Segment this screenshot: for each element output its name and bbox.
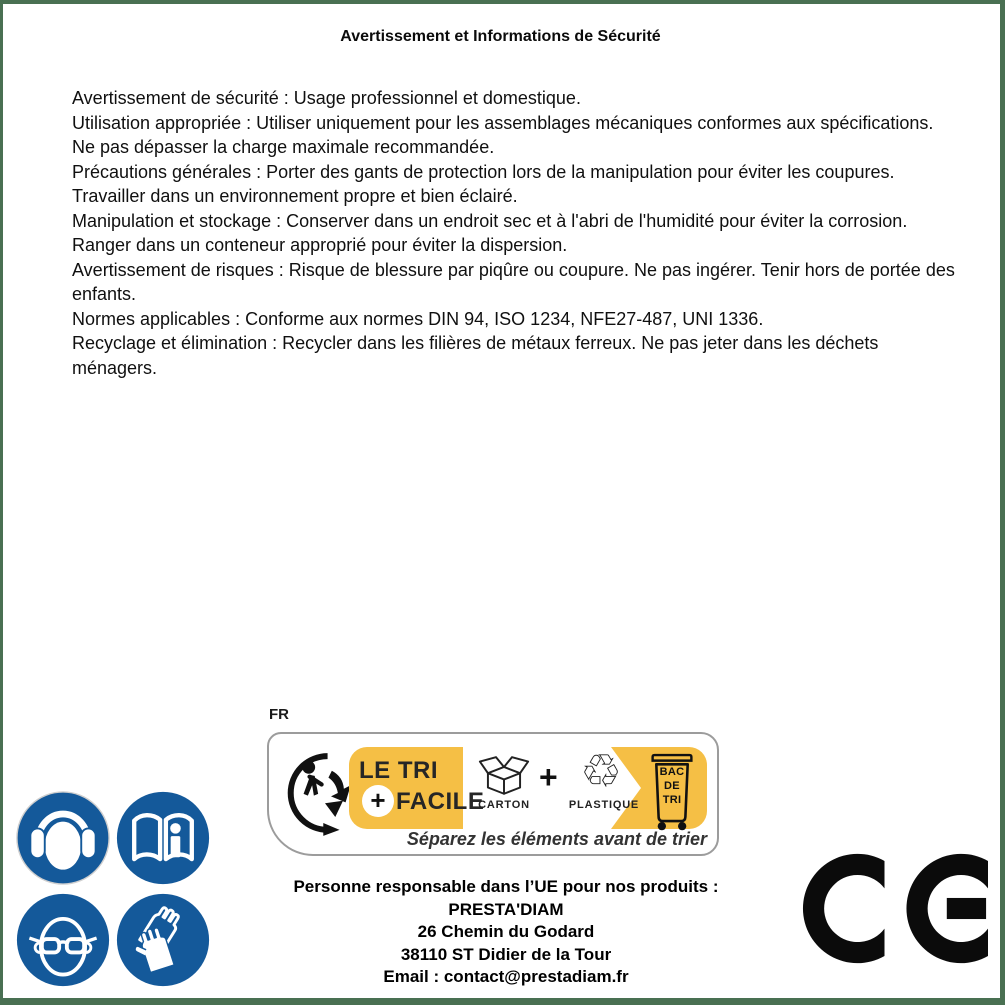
responsible-line: Personne responsable dans l’UE pour nos produits : <box>293 877 719 896</box>
material-label-plastique: PLASTIQUE <box>568 799 640 811</box>
safety-paragraph: Avertissement de risques : Risque de blessure par piqûre ou coupure. Ne pas ingérer. Tenir hors de portée des enfants. <box>72 259 955 304</box>
tri-headline-top: LE TRI <box>359 757 438 784</box>
tri-footer-text: Séparez les éléments avant de trier <box>406 829 707 849</box>
responsible-line: 38110 ST Didier de la Tour <box>400 944 612 964</box>
eye-protection-icon <box>15 892 111 988</box>
bin-label-line: BAC <box>659 766 685 778</box>
safety-paragraph: Manipulation et stockage : Conserver dans un endroit sec et à l'abri de l'humidité pour éviter la corrosion. Ranger dans un conteneur approprié pour éviter la dispersion. <box>72 210 908 255</box>
tri-headline-bottom: FACILE <box>396 788 485 815</box>
responsible-line: PRESTA'DIAM <box>448 899 564 919</box>
responsible-line: Email : contact@prestadiam.fr <box>383 967 629 986</box>
responsible-person-block <box>276 876 736 989</box>
read-manual-icon <box>115 790 211 886</box>
tri-band <box>349 747 707 829</box>
protective-gloves-icon <box>115 892 211 988</box>
bin-label-line: TRI <box>662 794 682 806</box>
materials-plus-sign: + <box>539 759 558 795</box>
safety-paragraph: Normes applicables : Conforme aux normes DIN 94, ISO 1234, NFE27-487, UNI 1336. <box>72 308 764 329</box>
country-code-label: FR <box>269 706 289 723</box>
safety-paragraph: Utilisation appropriée : Utiliser uniquement pour les assemblages mécaniques conformes aux spécifications. Ne pas dépasser la charge maximale recommandée. <box>72 112 934 157</box>
material-label-carton: CARTON <box>478 799 530 811</box>
info-tri-label <box>267 732 719 856</box>
safety-text-block <box>72 86 956 380</box>
plus-badge-icon: + <box>362 785 394 817</box>
sorting-bin-icon <box>648 749 696 835</box>
safety-paragraph: Précautions générales : Porter des gants de protection lors de la manipulation pour éviter les coupures. Travailler dans un environnement propre et bien éclairé. <box>72 161 895 206</box>
safety-paragraph: Recyclage et élimination : Recycler dans les filières de métaux ferreux. Ne pas jeter dans les déchets ménagers. <box>72 333 879 378</box>
page-title: Avertissement et Informations de Sécurité <box>340 28 661 45</box>
ce-marking-icon <box>800 851 992 971</box>
ear-protection-icon <box>15 790 111 886</box>
plastic-recycling-icon: ♲ <box>580 745 622 797</box>
triman-icon <box>283 745 355 846</box>
responsible-line: 26 Chemin du Godard <box>417 922 595 941</box>
bin-label-line: DE <box>664 780 680 792</box>
safety-paragraph: Avertissement de sécurité : Usage professionnel et domestique. <box>72 88 581 108</box>
carton-icon <box>469 750 539 800</box>
